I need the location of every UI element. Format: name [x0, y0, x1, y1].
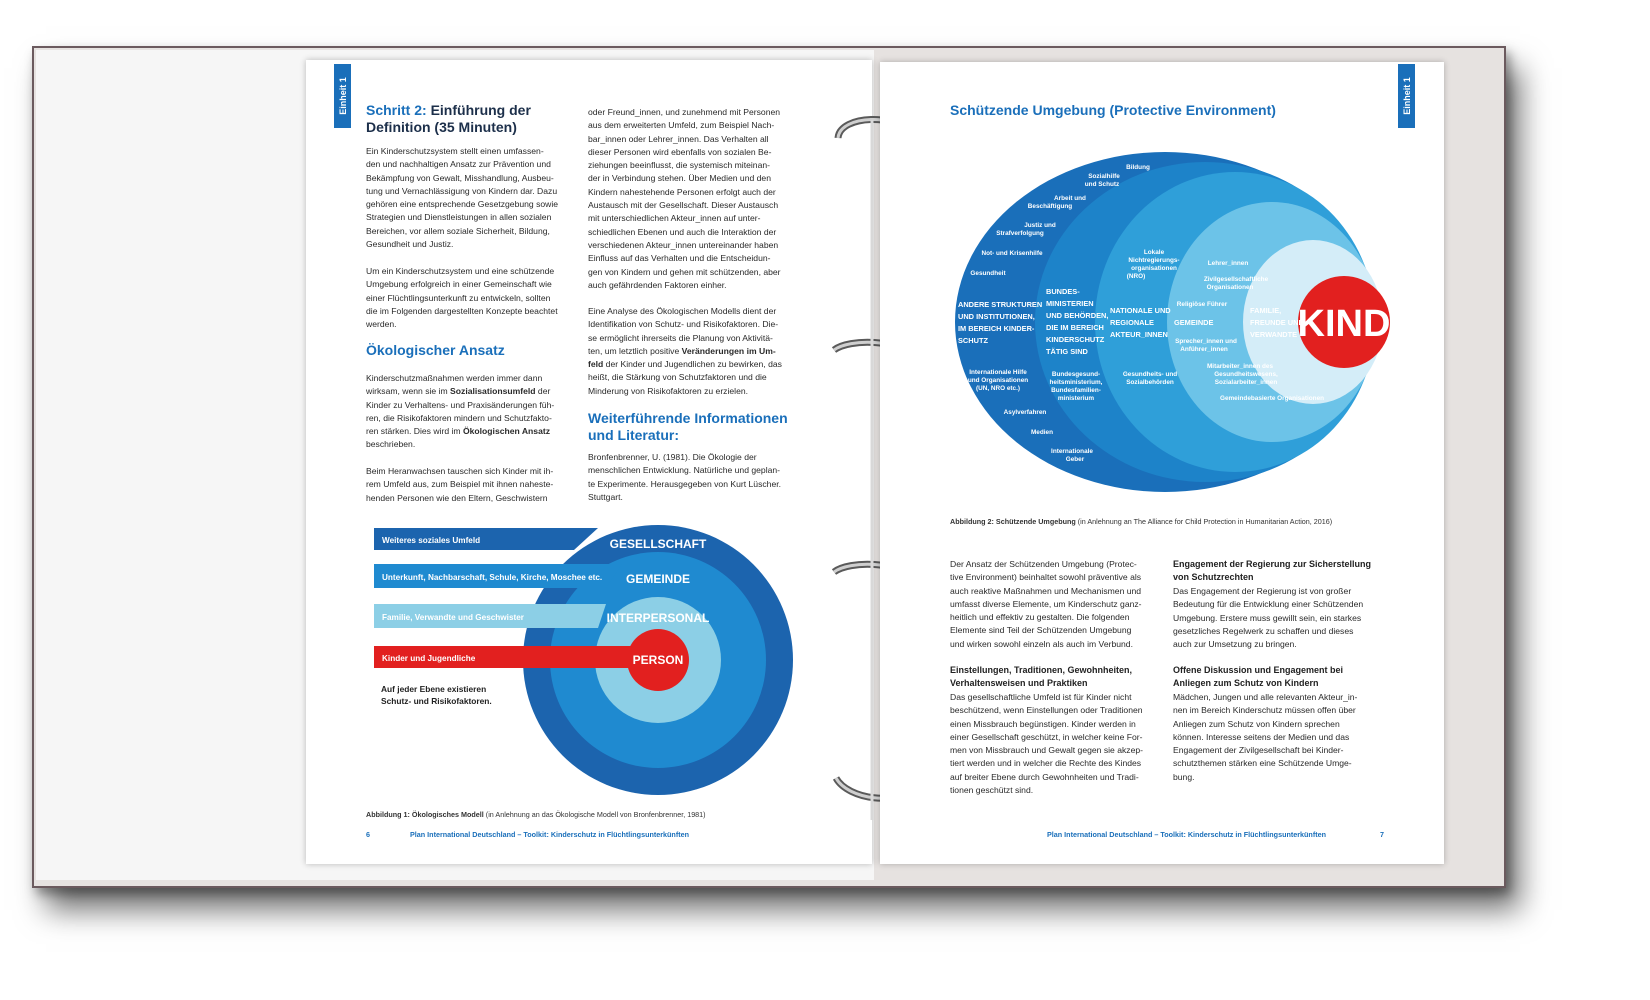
- text-line: ziehungen beeinflusst, die systemisch miteinan-: [588, 160, 770, 171]
- text-line: se ermöglicht ihrerseits die Planung von Aktivitä-: [588, 332, 773, 343]
- col2-paragraph-2: [588, 305, 782, 398]
- svg-text:Sprecher_innen und: Sprecher_innen und: [1175, 338, 1237, 345]
- text-line: aus dem erweiterten Umfeld, zum Beispiel Nach-: [588, 120, 775, 131]
- text-line: Eine Analyse des Ökologischen Modells dient der: [588, 306, 777, 316]
- svg-text:Internationale Hilfe: Internationale Hilfe: [969, 369, 1027, 376]
- text-line: Austausch mit der Gesellschaft. Dieser Austausch: [588, 200, 779, 211]
- svg-text:Gesundheitswesens,: Gesundheitswesens,: [1214, 371, 1278, 378]
- growing-up-paragraph: [366, 465, 553, 505]
- text-line: Umgebung. Erstere muss gewillt sein, ein starkes: [1173, 612, 1362, 623]
- text-line: men von Missbrauch und Gewalt gegen sie akzep-: [950, 745, 1143, 756]
- svg-text:Lehrer_innen: Lehrer_innen: [1207, 260, 1249, 267]
- text-line: auch zur Umsetzung zu bringen.: [1173, 639, 1297, 650]
- svg-text:Bildung: Bildung: [1126, 164, 1150, 171]
- oeko-heading: Ökologischer Ansatz: [366, 342, 505, 358]
- svg-text:Mitarbeiter_innen des: Mitarbeiter_innen des: [1206, 363, 1274, 370]
- text-line: tung und Vernachlässigung von Kindern dar. Dazu: [366, 185, 558, 196]
- text-line: tive Environment) beinhaltet sowohl präventive als: [950, 572, 1142, 583]
- text-line: gesetzliches Regelwerk zu schaffen und dieses: [1173, 625, 1354, 636]
- ring-label-person: PERSON: [632, 653, 684, 667]
- right-col2-paragraph-1: [1173, 585, 1363, 651]
- ring-label-society: GESELLSCHAFT: [609, 537, 707, 551]
- text-line: Bereichen, vor allem soziale Sicherheit, Bildung,: [366, 225, 550, 236]
- svg-text:Justiz und: Justiz und: [1024, 222, 1056, 229]
- text-line: Umgebung erfolgreich in einer Gemeinschaft wie: [366, 279, 552, 290]
- text-line: Gesundheit und Justiz.: [366, 239, 454, 250]
- text-line: Beim Heranwachsen tauschen sich Kinder mit ih-: [366, 466, 554, 476]
- text-line: Bronfenbrenner, U. (1981). Die Ökologie der: [588, 452, 757, 462]
- gov-label: BUNDES-MINISTERIEN UND BEHÖRDEN, DIE IM BEREICH KINDERSCHUTZ TÄTIG SIND: [1046, 287, 1109, 356]
- oeko-paragraph: [366, 372, 554, 452]
- text-line: auf breiter Ebene durch Gewohnheiten und Tradi-: [950, 771, 1139, 782]
- text-line: beschrieben.: [366, 439, 416, 450]
- text-line: Kindern nahestehende Personen erfolgt auch der: [588, 186, 776, 197]
- right-page: [880, 62, 1444, 864]
- svg-text:Not- und Krisenhilfe: Not- und Krisenhilfe: [981, 250, 1043, 257]
- text-line: Identifikation von Schutz- und Risikofaktoren. Die-: [588, 319, 779, 330]
- svg-text:Lokale: Lokale: [1143, 249, 1165, 256]
- protective-environment-figure: [950, 142, 1391, 502]
- right-col2-subheading-1: Engagement der Regierung zur Sicherstellung von Schutzrechten: [1173, 559, 1372, 582]
- bar-label-interpersonal: Familie, Verwandte und Geschwister: [382, 613, 524, 622]
- text-line: Das gesellschaftliche Umfeld ist für Kinder nicht: [950, 692, 1132, 702]
- text-line: Kinder zu Verhaltens- und Praxisänderungen füh-: [366, 399, 555, 410]
- text-line: auch gefährdenden Faktoren einher.: [588, 279, 727, 290]
- text-line: Das Engagement der Regierung ist von großer: [1173, 586, 1352, 596]
- svg-text:Anführer_innen: Anführer_innen: [1180, 346, 1228, 353]
- text-line: Der Ansatz der Schützenden Umgebung (Protec-: [950, 559, 1137, 569]
- svg-text:Asylverfahren: Asylverfahren: [1003, 409, 1047, 416]
- footer-right: Plan International Deutschland – Toolkit: Kinderschutz in Flüchtlingsunterkünften: [1047, 830, 1326, 839]
- ring-label-interpersonal: INTERPERSONAL: [606, 611, 710, 625]
- svg-text:Sozialhilfe: Sozialhilfe: [1088, 173, 1120, 180]
- svg-text:(UN, NRO etc.): (UN, NRO etc.): [975, 385, 1021, 392]
- text-line: oder Freund_innen, und zunehmend mit Personen: [588, 107, 781, 117]
- svg-text:Strafverfolgung: Strafverfolgung: [996, 230, 1044, 237]
- svg-text:Beschäftigung: Beschäftigung: [1027, 203, 1073, 210]
- text-line: Kinderschutzmaßnahmen werden immer dann: [366, 373, 543, 383]
- text-line: die im Folgenden dargestellten Konzepte beachtet: [366, 305, 558, 316]
- figure2-caption: Abbildung 2: Schützende Umgebung (in Anlehnung an The Alliance for Child Protection in Humanitarian Action, 2016): [950, 517, 1333, 526]
- svg-text:Sozialbehörden: Sozialbehörden: [1126, 379, 1174, 386]
- svg-text:Bundesfamilien-: Bundesfamilien-: [1051, 387, 1101, 394]
- figure1-note-line1: Auf jeder Ebene existieren: [381, 684, 487, 694]
- bar-label-society: Weiteres soziales Umfeld: [382, 536, 481, 545]
- svg-text:ministerium: ministerium: [1057, 395, 1095, 402]
- text-line: Minderung von Risikofaktoren zu erzielen.: [588, 385, 749, 396]
- concept-paragraph: [366, 265, 558, 331]
- text-line: te Experimente. Herausgegeben von Kurt Lüscher.: [588, 478, 781, 489]
- text-line: können. Interesse seitens der Medien und das: [1173, 731, 1350, 742]
- page-number-left: 6: [366, 830, 370, 839]
- figure1-note-line2: Schutz- und Risikofaktoren.: [381, 696, 492, 706]
- text-line: verschiedenen Akteur_innen untereinander haben: [588, 239, 779, 250]
- text-line: bung.: [1173, 771, 1195, 782]
- text-line: dieser Personen wird ebenfalls von sozialen Be-: [588, 146, 772, 157]
- ring-label-community: GEMEINDE: [625, 572, 691, 586]
- text-line: henden Personen wie den Eltern, Geschwistern: [366, 492, 548, 503]
- svg-text:Medien: Medien: [1030, 429, 1054, 436]
- ecological-model-figure: [306, 510, 872, 810]
- text-line: Elemente sind Teil der Schützenden Umgebung: [950, 625, 1132, 636]
- kind-label: KIND: [1297, 303, 1391, 345]
- text-line: menschlichen Entwicklung. Natürliche und geplan-: [588, 465, 781, 476]
- svg-text:organisationen: organisationen: [1131, 265, 1177, 272]
- text-line: den und nachhaltigen Ansatz zur Prävention und: [366, 159, 551, 170]
- text-line: werden.: [366, 319, 397, 330]
- svg-text:und Schutz: und Schutz: [1084, 181, 1120, 188]
- svg-text:(NRO): (NRO): [1126, 273, 1146, 280]
- text-line: beschützend, wenn Einstellungen oder Traditionen: [950, 705, 1143, 716]
- unit-tab-right: Einheit 1: [1398, 64, 1415, 128]
- svg-text:und Organisationen: und Organisationen: [967, 377, 1029, 384]
- family-label: FAMILIE, FREUNDE UND VERWANDTE: [1250, 306, 1304, 339]
- left-page: [306, 60, 872, 864]
- text-line: der in Verbindung stehen. Über Medien und den: [588, 173, 771, 184]
- text-line: Einfluss auf das Verhalten und die Entscheidun-: [588, 253, 771, 264]
- text-line: und wirken sowohl einzeln als auch im Verbund.: [950, 638, 1133, 649]
- text-line: Mädchen, Jungen und alle relevanten Akteur_in-: [1173, 692, 1358, 702]
- text-line: auch reaktive Maßnahmen und Mechanismen und: [950, 585, 1142, 596]
- text-line: Anliegen zum Schutz von Kindern sprechen: [1173, 718, 1340, 729]
- intro-paragraph: [366, 145, 558, 251]
- text-line: Um ein Kinderschutzsystem und eine schützende: [366, 266, 555, 276]
- right-col1-subheading: Einstellungen, Traditionen, Gewohnheiten, Verhaltensweisen und Praktiken: [950, 665, 1133, 688]
- text-line: gen von Kindern und gehen mit schützenden, aber: [588, 266, 781, 277]
- svg-text:Geber: Geber: [1065, 456, 1085, 463]
- svg-text:Religiöse Führer: Religiöse Führer: [1176, 301, 1228, 308]
- footer-left: Plan International Deutschland – Toolkit: Kinderschutz in Flüchtlingsunterkünften: [410, 830, 689, 839]
- text-line: nen im Bereich Kinderschutz müssen offen über: [1173, 705, 1356, 716]
- svg-text:Bundesgesund-: Bundesgesund-: [1051, 371, 1101, 378]
- figure1-caption: Abbildung 1: Ökologisches Modell (in Anlehnung an das Ökologische Modell von Bronfenbrenner, 1981): [366, 810, 706, 819]
- text-line: einen Missbrauch begünstigen. Kinder werden in: [950, 718, 1136, 729]
- right-col2-subheading-2: Offene Diskussion und Engagement bei Anliegen zum Schutz von Kindern: [1173, 665, 1344, 688]
- text-line: feld der Kinder und Jugendlichen zu bewirken, das: [588, 359, 782, 370]
- svg-text:Sozialarbeiter_innen: Sozialarbeiter_innen: [1214, 379, 1278, 386]
- text-line: heitlich und effektiv zu gestalten. Die folgenden: [950, 612, 1130, 623]
- svg-text:Gesundheits- und: Gesundheits- und: [1122, 371, 1178, 378]
- text-line: wirksam, wenn sie im Sozialisationsumfeld der: [366, 386, 551, 397]
- unit-tab-left: Einheit 1: [334, 64, 351, 128]
- right-col1-paragraph-2: [950, 691, 1143, 797]
- literature-text: [588, 451, 781, 504]
- community-label: GEMEINDE: [1174, 318, 1214, 327]
- text-line: schutzthemen stärken eine Schützende Umge-: [1173, 758, 1352, 769]
- text-line: Bekämpfung von Gewalt, Misshandlung, Ausbeu-: [366, 172, 554, 183]
- literature-heading: Weiterführende Informationen und Literatur:: [588, 410, 788, 443]
- national-label: NATIONALE UND REGIONALE AKTEUR_INNEN: [1110, 306, 1171, 339]
- outer-label: ANDERE STRUKTUREN UND INSTITUTIONEN, IM BEREICH KINDER-SCHUTZ: [958, 300, 1043, 345]
- svg-text:Gesundheit: Gesundheit: [970, 270, 1006, 277]
- text-line: ren, die Risikofaktoren mindern und Schutzfakto-: [366, 412, 552, 423]
- bar-label-community: Unterkunft, Nachbarschaft, Schule, Kirche, Moschee etc.: [382, 573, 603, 582]
- text-line: rem Umfeld aus, zum Beispiel mit ihnen naheste-: [366, 479, 554, 490]
- text-line: mit unterschiedlichen Akteur_innen auf unter-: [588, 213, 761, 224]
- text-line: Strategien und Dienstleistungen in allen sozialen: [366, 212, 552, 223]
- svg-text:heitsministerium,: heitsministerium,: [1049, 379, 1103, 386]
- svg-text:Internationale: Internationale: [1051, 448, 1093, 455]
- svg-text:Gemeindebasierte Organisatione: Gemeindebasierte Organisationen: [1219, 395, 1325, 402]
- svg-text:Nichtregierungs-: Nichtregierungs-: [1128, 257, 1180, 264]
- text-line: ten, um letztlich positive Veränderungen im Um-: [588, 345, 776, 356]
- svg-text:Organisationen: Organisationen: [1206, 284, 1254, 291]
- text-line: Ein Kinderschutzsystem stellt einen umfassen-: [366, 146, 544, 156]
- svg-text:Arbeit und: Arbeit und: [1054, 195, 1086, 202]
- text-line: schiedlichen Ebenen und auch die Interaktion der: [588, 226, 777, 237]
- step-heading: Schritt 2: Einführung der Definition (35 Minuten): [366, 102, 531, 135]
- text-line: Stuttgart.: [588, 491, 623, 502]
- text-line: einer Gesellschaft geschützt, in welcher keine For-: [950, 731, 1143, 742]
- text-line: tionen geschützt sind.: [950, 785, 1034, 796]
- text-line: Bedeutung für die Entwicklung einer Schützenden: [1173, 599, 1364, 610]
- page-number-right: 7: [1380, 830, 1384, 839]
- text-line: einer Flüchtlingsunterkunft zu entwickeln, sollten: [366, 292, 551, 303]
- svg-text:Zivilgesellschaftliche: Zivilgesellschaftliche: [1203, 276, 1269, 283]
- text-line: bar_innen oder Lehrer_innen. Das Verhalten all: [588, 133, 769, 144]
- right-heading: Schützende Umgebung (Protective Environment): [950, 102, 1276, 118]
- col2-paragraph-1: [588, 106, 781, 292]
- text-line: gehören eine entsprechende Gesetzgebung sowie: [366, 199, 559, 210]
- text-line: heißt, die Stärkung von Schutzfaktoren und die: [588, 372, 767, 383]
- bar-label-person: Kinder und Jugendliche: [382, 654, 476, 663]
- text-line: Engagement der Zivilgesellschaft bei Kinder-: [1173, 745, 1344, 756]
- text-line: ren stärken. Dies wird im Ökologischen Ansatz: [366, 426, 551, 437]
- right-col1-paragraph-1: [950, 558, 1142, 651]
- right-col2-paragraph-2: [1173, 691, 1357, 784]
- text-line: tiert werden und in welcher die Rechte des Kindes: [950, 758, 1142, 769]
- text-line: umfasst diverse Elemente, um Kinderschutz ganz-: [950, 598, 1142, 609]
